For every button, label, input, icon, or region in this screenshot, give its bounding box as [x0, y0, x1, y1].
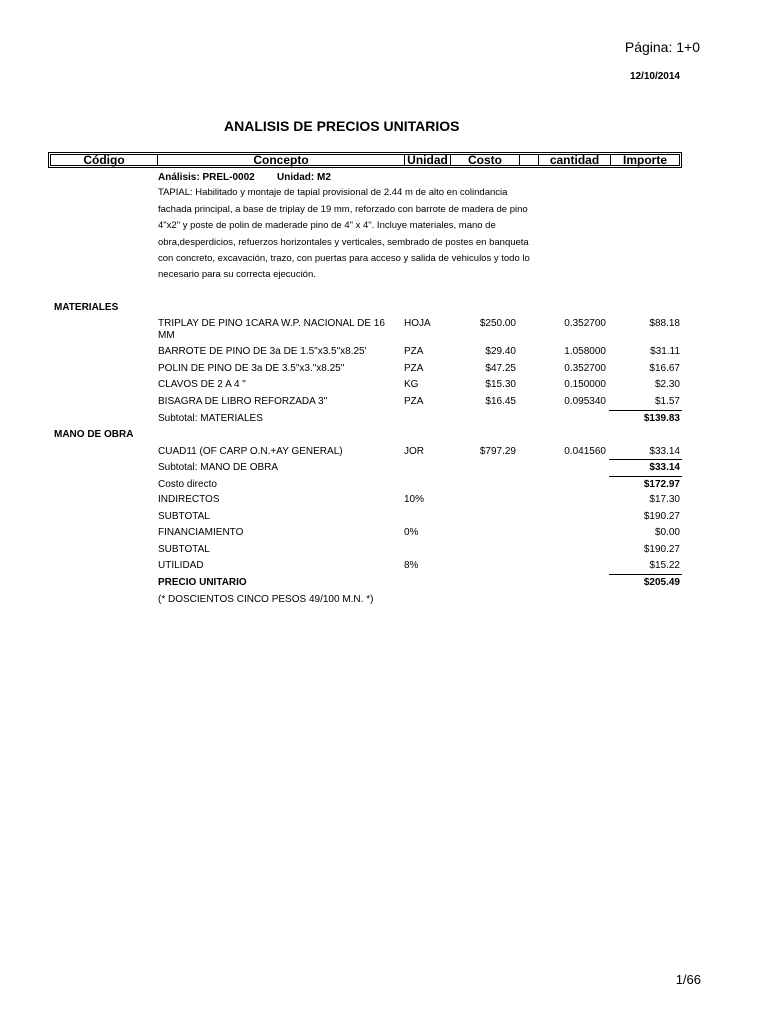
- col-unidad: Unidad: [407, 153, 448, 167]
- description-line: fachada principal, a base de triplay de 19 mm, reforzado con barrote de madera de pino: [158, 204, 528, 215]
- summary-value: $190.27: [643, 544, 680, 555]
- row-costo: $29.40: [485, 346, 516, 357]
- summary-value: $172.97: [643, 479, 680, 490]
- row-unidad: KG: [404, 379, 419, 390]
- row-costo: $16.45: [485, 396, 516, 407]
- subtotal-mano-de-obra-label: Subtotal: MANO DE OBRA: [158, 462, 279, 473]
- summary-pct: 8%: [404, 560, 419, 571]
- summary-pct: 0%: [404, 527, 419, 538]
- row-cantidad: 1.058000: [564, 346, 606, 357]
- precio-unitario-label: PRECIO UNITARIO: [158, 577, 247, 588]
- description-line: TAPIAL: Habilitado y montaje de tapial provisional de 2.44 m de alto en colindancia: [158, 187, 508, 198]
- summary-label: INDIRECTOS: [158, 494, 220, 505]
- row-importe: $16.67: [649, 363, 680, 374]
- col-costo: Costo: [468, 153, 502, 167]
- col-concepto: Concepto: [253, 153, 309, 167]
- row-cantidad: 0.352700: [564, 318, 606, 329]
- col-cantidad: cantidad: [549, 153, 600, 167]
- description-line: obra,desperdicios, refuerzos horizontales y verticales, sembrado de postes en banqueta: [158, 237, 529, 248]
- row-concepto: BISAGRA DE LIBRO REFORZADA 3": [158, 396, 328, 407]
- row-unidad: HOJA: [404, 318, 431, 329]
- page-footer-number: 1/66: [675, 972, 701, 987]
- row-importe: $88.18: [649, 318, 680, 329]
- row-unidad: JOR: [404, 446, 424, 457]
- row-concepto: BARROTE DE PINO DE 3a DE 1.5"x3.5"x8.25': [158, 346, 367, 357]
- precio-unitario-value: $205.49: [643, 577, 680, 588]
- row-importe: $31.11: [650, 346, 680, 357]
- row-concepto: CLAVOS DE 2 A 4 ": [158, 379, 246, 390]
- row-importe: $1.57: [654, 396, 680, 407]
- summary-value: $190.27: [643, 511, 680, 522]
- row-concepto-cont: MM: [158, 330, 175, 341]
- row-unidad: PZA: [404, 346, 424, 357]
- summary-rule: [609, 574, 682, 575]
- row-costo: $15.30: [485, 379, 516, 390]
- subtotal-materiales-label: Subtotal: MATERIALES: [158, 413, 263, 424]
- page-title: ANALISIS DE PRECIOS UNITARIOS: [224, 118, 460, 134]
- report-date: 12/10/2014: [629, 71, 680, 82]
- col-codigo: Código: [83, 153, 125, 167]
- subtotal-materiales-value: $139.83: [643, 413, 680, 424]
- row-concepto: TRIPLAY DE PINO 1CARA W.P. NACIONAL DE 16: [158, 318, 385, 329]
- description-line: 4"x2" y poste de polin de maderade pino de 4" x 4". Incluye materiales, mano de: [158, 220, 496, 231]
- description-line: necesario para su correcta ejecución.: [158, 269, 316, 280]
- subtotal-mano-de-obra-value: $33.14: [649, 462, 680, 473]
- row-cantidad: 0.150000: [564, 379, 606, 390]
- analysis-id: Análisis: PREL-0002: [158, 172, 255, 183]
- row-unidad: PZA: [404, 396, 424, 407]
- subtotal-rule: [609, 410, 682, 411]
- row-concepto: POLIN DE PINO DE 3a DE 3.5"x3."x8.25": [158, 363, 345, 374]
- summary-pct: 10%: [404, 494, 425, 505]
- description-line: con concreto, excavación, trazo, con puertas para acceso y salida de vehiculos y todo lo: [158, 253, 530, 264]
- row-importe: $33.14: [649, 446, 680, 457]
- section-heading-mano-de-obra: MANO DE OBRA: [54, 429, 134, 440]
- col-importe: Importe: [622, 153, 667, 167]
- subtotal-rule: [609, 459, 682, 460]
- summary-rule: [609, 476, 682, 477]
- row-unidad: PZA: [404, 363, 424, 374]
- section-heading-materiales: MATERIALES: [54, 302, 119, 313]
- row-cantidad: 0.352700: [564, 363, 606, 374]
- row-concepto: CUAD11 (OF CARP O.N.+AY GENERAL): [158, 446, 343, 457]
- summary-value: $0.00: [654, 527, 680, 538]
- row-cantidad: 0.041560: [564, 446, 606, 457]
- row-costo: $47.25: [485, 363, 516, 374]
- row-costo: $250.00: [479, 318, 516, 329]
- page-label: Página: 1+0: [624, 39, 700, 55]
- summary-value: $17.30: [649, 494, 680, 505]
- summary-label: SUBTOTAL: [158, 511, 210, 522]
- analysis-unit: Unidad: M2: [277, 172, 331, 183]
- row-cantidad: 0.095340: [564, 396, 606, 407]
- row-costo: $797.29: [479, 446, 516, 457]
- summary-value: $15.22: [649, 560, 680, 571]
- summary-label: SUBTOTAL: [158, 544, 210, 555]
- amount-in-words: (* DOSCIENTOS CINCO PESOS 49/100 M.N. *): [158, 594, 374, 605]
- summary-label: UTILIDAD: [158, 560, 204, 571]
- summary-label: FINANCIAMIENTO: [158, 527, 244, 538]
- summary-label: Costo directo: [158, 479, 217, 490]
- table-header: [48, 152, 682, 168]
- row-importe: $2.30: [654, 379, 680, 390]
